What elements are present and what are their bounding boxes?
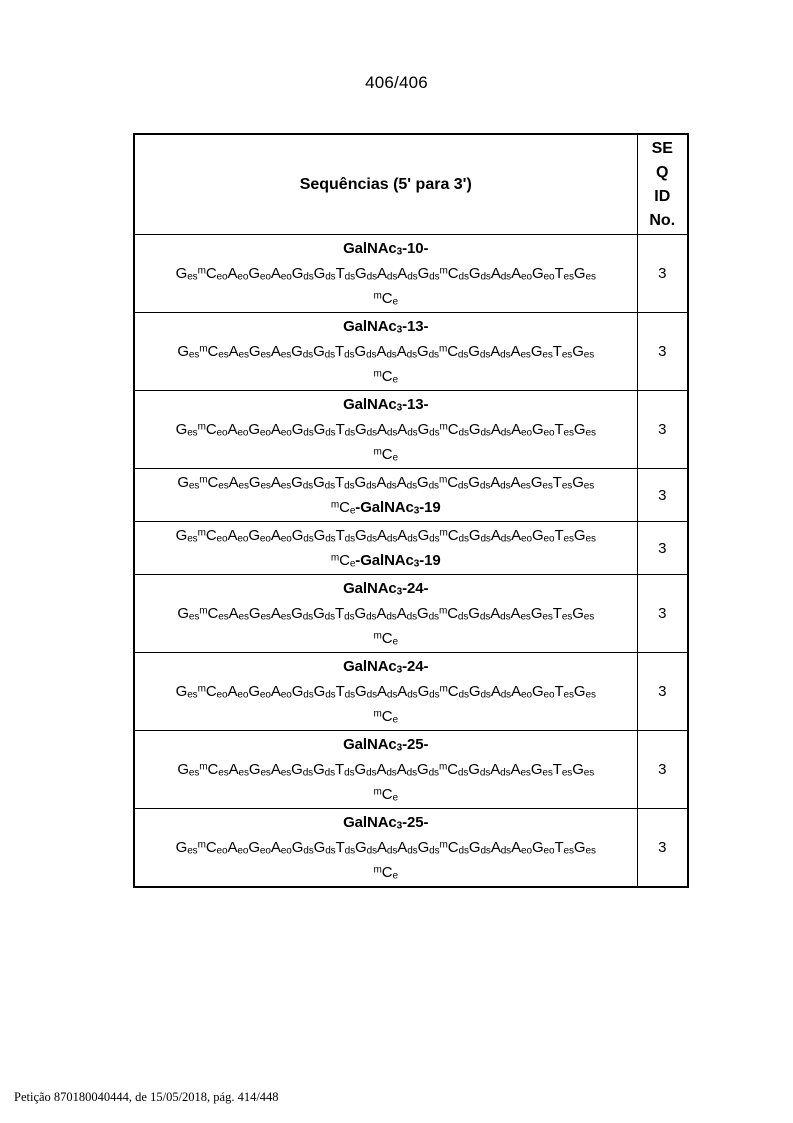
sequence-line-1: $G_{es}^mC_{es}A_{es}G_{es}A_{es}G_{ds}G_{ds}T_{ds}G_{ds}A_{ds}A_{ds}G_{ds}^mC_{ds}G_{ds}A_{ds}A_{es}G_{es}T_{es}G_{es}$: [177, 761, 595, 779]
sequence-suffix: -GalNAc$_3$-19: [355, 552, 441, 570]
sequence-line-2: $^mC_e-GalNAc_3-19$: [330, 499, 441, 517]
sequence-table: [133, 133, 689, 888]
seq-id-cell: 3: [637, 575, 688, 653]
seq-id-cell: 3: [637, 731, 688, 809]
table-row: [134, 522, 688, 575]
sequence-cell: [134, 469, 637, 522]
sequence-line-2: $^mC_e-GalNAc_3-19$: [330, 552, 441, 570]
seq-id-header-line: No.: [649, 211, 676, 229]
sequence-line-1: $G_{es}^mC_{eo}A_{eo}G_{eo}A_{eo}G_{ds}G_{ds}T_{ds}G_{ds}A_{ds}A_{ds}G_{ds}^mC_{ds}G_{ds}A_{ds}A_{eo}G_{eo}T_{es}G_{es}$: [175, 527, 596, 545]
table-header-row: [134, 134, 688, 235]
seq-id-cell: 3: [637, 235, 688, 313]
footer-text: Petição 870180040444, de 15/05/2018, pág. 414/448: [14, 1090, 279, 1104]
sequence-line-2: $^mC_e$: [373, 368, 398, 386]
sequence-line-1: $G_{es}^mC_{eo}A_{eo}G_{eo}A_{eo}G_{ds}G_{ds}T_{ds}G_{ds}A_{ds}A_{ds}G_{ds}^mC_{ds}G_{ds}A_{ds}A_{eo}G_{eo}T_{es}G_{es}$: [175, 421, 596, 439]
sequence-line-2: $^mC_e$: [373, 786, 398, 804]
sequence-cell: [134, 575, 637, 653]
sequence-title: GalNAc$_3$-13-: [343, 396, 429, 414]
sequence-cell: [134, 235, 637, 313]
sequence-line-1: $G_{es}^mC_{eo}A_{eo}G_{eo}A_{eo}G_{ds}G_{ds}T_{ds}G_{ds}A_{ds}A_{ds}G_{ds}^mC_{ds}G_{ds}A_{ds}A_{eo}G_{eo}T_{es}G_{es}$: [175, 839, 596, 857]
seq-id-cell: 3: [637, 313, 688, 391]
seq-id-cell: 3: [637, 469, 688, 522]
sequence-table-body: [134, 235, 688, 888]
sequence-cell: [134, 313, 637, 391]
sequence-line-1: $G_{es}^mC_{es}A_{es}G_{es}A_{es}G_{ds}G_{ds}T_{ds}G_{ds}A_{ds}A_{ds}G_{ds}^mC_{ds}G_{ds}A_{ds}A_{es}G_{es}T_{es}G_{es}$: [177, 474, 595, 492]
sequence-cell: [134, 653, 637, 731]
seq-id-column-header: [637, 134, 688, 235]
sequence-title: GalNAc$_3$-24-: [343, 580, 429, 598]
sequence-line-1: $G_{es}^mC_{eo}A_{eo}G_{eo}A_{eo}G_{ds}G_{ds}T_{ds}G_{ds}A_{ds}A_{ds}G_{ds}^mC_{ds}G_{ds}A_{ds}A_{eo}G_{eo}T_{es}G_{es}$: [175, 683, 596, 701]
seq-id-cell: 3: [637, 522, 688, 575]
sequence-cell: [134, 809, 637, 888]
page-number: 406/406: [365, 73, 428, 92]
seq-id-cell: 3: [637, 391, 688, 469]
sequence-title: GalNAc$_3$-13-: [343, 318, 429, 336]
sequence-line-1: $G_{es}^mC_{es}A_{es}G_{es}A_{es}G_{ds}G_{ds}T_{ds}G_{ds}A_{ds}A_{ds}G_{ds}^mC_{ds}G_{ds}A_{ds}A_{es}G_{es}T_{es}G_{es}$: [177, 605, 595, 623]
table-row: [134, 235, 688, 313]
sequence-line-1: $G_{es}^mC_{eo}A_{eo}G_{eo}A_{eo}G_{ds}G_{ds}T_{ds}G_{ds}A_{ds}A_{ds}G_{ds}^mC_{ds}G_{ds}A_{ds}A_{eo}G_{eo}T_{es}G_{es}$: [175, 265, 596, 283]
table-row: [134, 391, 688, 469]
sequence-line-2: $^mC_e$: [373, 290, 398, 308]
seq-id-header-line: ID: [654, 187, 671, 205]
seq-id-cell: 3: [637, 653, 688, 731]
table-row: [134, 731, 688, 809]
sequence-title: GalNAc$_3$-24-: [343, 658, 429, 676]
sequence-cell: [134, 391, 637, 469]
sequence-cell: [134, 522, 637, 575]
sequence-cell: [134, 731, 637, 809]
sequence-line-2: $^mC_e$: [373, 630, 398, 648]
table-row: [134, 653, 688, 731]
sequence-title: GalNAc$_3$-10-: [343, 240, 429, 258]
sequence-line-1: $G_{es}^mC_{es}A_{es}G_{es}A_{es}G_{ds}G_{ds}T_{ds}G_{ds}A_{ds}A_{ds}G_{ds}^mC_{ds}G_{ds}A_{ds}A_{es}G_{es}T_{es}G_{es}$: [177, 343, 595, 361]
sequence-line-2: $^mC_e$: [373, 708, 398, 726]
table-row: [134, 575, 688, 653]
table-row: [134, 313, 688, 391]
sequence-title: GalNAc$_3$-25-: [343, 814, 429, 832]
seq-id-header-line: SE: [651, 139, 673, 157]
sequence-suffix: -GalNAc$_3$-19: [355, 499, 441, 517]
sequence-title: GalNAc$_3$-25-: [343, 736, 429, 754]
sequence-line-2: $^mC_e$: [373, 864, 398, 882]
seq-id-cell: 3: [637, 809, 688, 888]
table-row: [134, 809, 688, 888]
seq-id-header-line: Q: [656, 163, 669, 181]
table-row: [134, 469, 688, 522]
sequences-column-header: Sequências (5' para 3'): [134, 134, 637, 235]
sequence-line-2: $^mC_e$: [373, 446, 398, 464]
